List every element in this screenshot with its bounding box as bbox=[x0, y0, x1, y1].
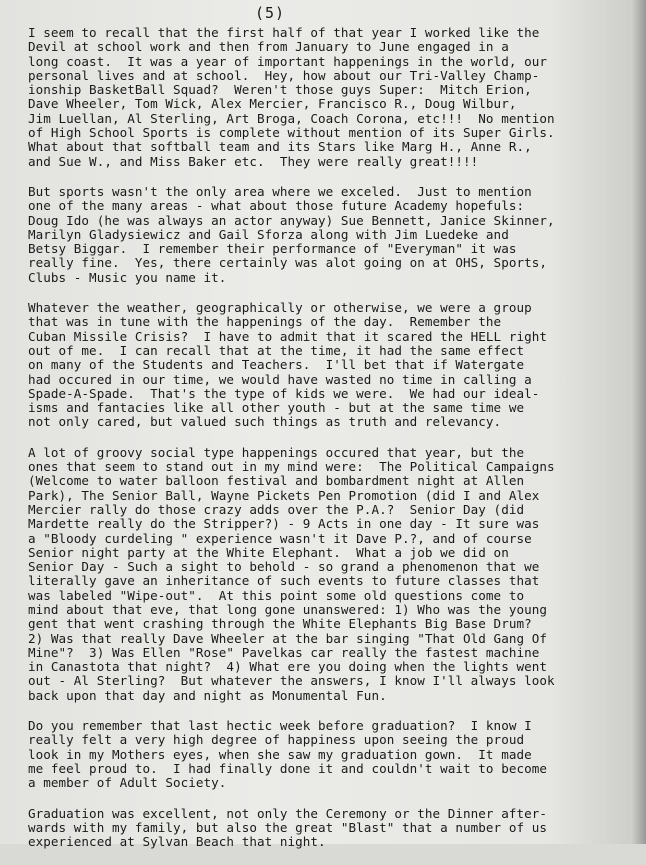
text-line: Cuban Missile Crisis? I have to admit that it scared the HELL right bbox=[28, 328, 547, 344]
text-line: not only cared, but valued such things as truth and relevancy. bbox=[28, 414, 502, 430]
page-number: (5) bbox=[254, 4, 286, 22]
text-line: Devil at school work and then from January to June engaged in a bbox=[28, 39, 509, 55]
text-line: 2) Was that really Dave Wheeler at the bar singing "That Old Gang Of bbox=[28, 630, 547, 646]
text-line: me feel proud to. I had finally done it and couldn't wait to become bbox=[28, 760, 547, 776]
text-line: look in my Mothers eyes, when she saw my graduation gown. It made bbox=[28, 746, 532, 762]
text-line: Park), The Senior Ball, Wayne Pickets Pen Promotion (did I and Alex bbox=[28, 487, 540, 503]
text-line: Mercier rally do those crazy adds over the P.A.? Senior Day (did bbox=[28, 501, 525, 517]
text-line: Senior night party at the White Elephant. What a job we did on bbox=[28, 544, 509, 560]
text-line: a member of Adult Society. bbox=[28, 775, 227, 791]
text-line: Betsy Biggar. I remember their performance of "Everyman" it was bbox=[28, 241, 517, 257]
text-line: Do you remember that last hectic week before graduation? I know I bbox=[28, 718, 532, 734]
text-line: of High School Sports is complete without mention of its Super Girls. bbox=[28, 125, 555, 141]
paragraph-3 bbox=[28, 301, 624, 430]
text-line: isms and fantacies like all other youth - but at the same time we bbox=[28, 400, 525, 416]
text-line: in Canastota that night? 4) What ere you doing when the lights went bbox=[28, 659, 547, 675]
text-line: back upon that day and night as Monumental Fun. bbox=[28, 687, 387, 703]
text-line: ones that seem to stand out in my mind were: The Political Campaigns bbox=[28, 459, 555, 475]
text-line: and Sue W., and Miss Baker etc. They were really great!!!! bbox=[28, 153, 479, 169]
text-line: out of me. I can recall that at the time, it had the same effect bbox=[28, 342, 525, 358]
text-line: I seem to recall that the first half of that year I worked like the bbox=[28, 25, 540, 40]
text-line: that was in tune with the happenings of the day. Remember the bbox=[28, 314, 502, 330]
page-edge-shadow bbox=[632, 0, 646, 844]
text-line: gent that went crashing through the White Elephants Big Base Drum? bbox=[28, 616, 532, 632]
text-line: really fine. Yes, there certainly was alot going on at OHS, Sports, bbox=[28, 255, 547, 271]
text-line: ionship BasketBall Squad? Weren't those guys Super: Mitch Erion, bbox=[28, 82, 532, 98]
paragraph-5 bbox=[28, 719, 624, 790]
text-line: wards with my family, but also the great "Blast" that a number of us bbox=[28, 819, 547, 835]
text-line: (Welcome to water balloon festival and bombardment night at Allen bbox=[28, 473, 525, 489]
paragraph-4 bbox=[28, 446, 624, 703]
text-line: Jim Luellan, Al Sterling, Art Broga, Coach Corona, etc!!! No mention bbox=[28, 110, 555, 126]
text-line: literally gave an inheritance of such events to future classes that bbox=[28, 573, 540, 589]
text-line: mind about that eve, that long gone unanswered: 1) Who was the young bbox=[28, 601, 547, 617]
text-line: What about that softball team and its Stars like Marg H., Anne R., bbox=[28, 139, 532, 155]
text-line: was labeled "Wipe-out". At this point some old questions come to bbox=[28, 587, 525, 603]
text-line: Dave Wheeler, Tom Wick, Alex Mercier, Francisco R., Doug Wilbur, bbox=[28, 96, 517, 112]
paragraph-2 bbox=[28, 185, 624, 285]
text-line: Marilyn Gladysiewicz and Gail Sforza along with Jim Luedeke and bbox=[28, 226, 509, 242]
page-body bbox=[28, 26, 624, 865]
text-line: out - Al Sterling? But whatever the answers, I know I'll always look bbox=[28, 673, 555, 689]
text-line: one of the many areas - what about those future Academy hopefuls: bbox=[28, 198, 525, 214]
text-line: had occured in our time, we would have wasted no time in calling a bbox=[28, 371, 532, 387]
text-line: Spade-A-Spade. That's the type of kids we were. We had our ideal- bbox=[28, 385, 540, 401]
paragraph-1 bbox=[28, 26, 624, 169]
text-line: Mine"? 3) Was Ellen "Rose" Pavelkas car really the fastest machine bbox=[28, 644, 540, 660]
text-line: long coast. It was a year of important happenings in the world, our bbox=[28, 53, 547, 69]
text-line: Graduation was excellent, not only the Ceremony or the Dinner after- bbox=[28, 805, 547, 821]
paragraph-6 bbox=[28, 807, 624, 850]
text-line: Senior Day - Such a sight to behold - so grand a phenomenon that we bbox=[28, 559, 540, 575]
text-line: Mardette really do the Stripper?) - 9 Acts in one day - It sure was bbox=[28, 516, 540, 532]
text-line: A lot of groovy social type happenings occured that year, but the bbox=[28, 444, 525, 460]
text-line: a "Bloody curdeling " experience wasn't it Dave P.?, and of course bbox=[28, 530, 532, 546]
text-line: Doug Ido (he was always an actor anyway) Sue Bennett, Janice Skinner, bbox=[28, 212, 555, 228]
text-line: But sports wasn't the only area where we exceled. Just to mention bbox=[28, 183, 532, 199]
text-line: on many of the Students and Teachers. I'll bet that if Watergate bbox=[28, 357, 525, 373]
text-line: Clubs - Music you name it. bbox=[28, 269, 227, 285]
text-line: Whatever the weather, geographically or otherwise, we were a group bbox=[28, 300, 532, 316]
text-line: personal lives and at school. Hey, how about our Tri-Valley Champ- bbox=[28, 67, 540, 83]
text-line: experienced at Sylvan Beach that night. bbox=[28, 834, 326, 850]
text-line: really felt a very high degree of happiness upon seeing the proud bbox=[28, 732, 525, 748]
